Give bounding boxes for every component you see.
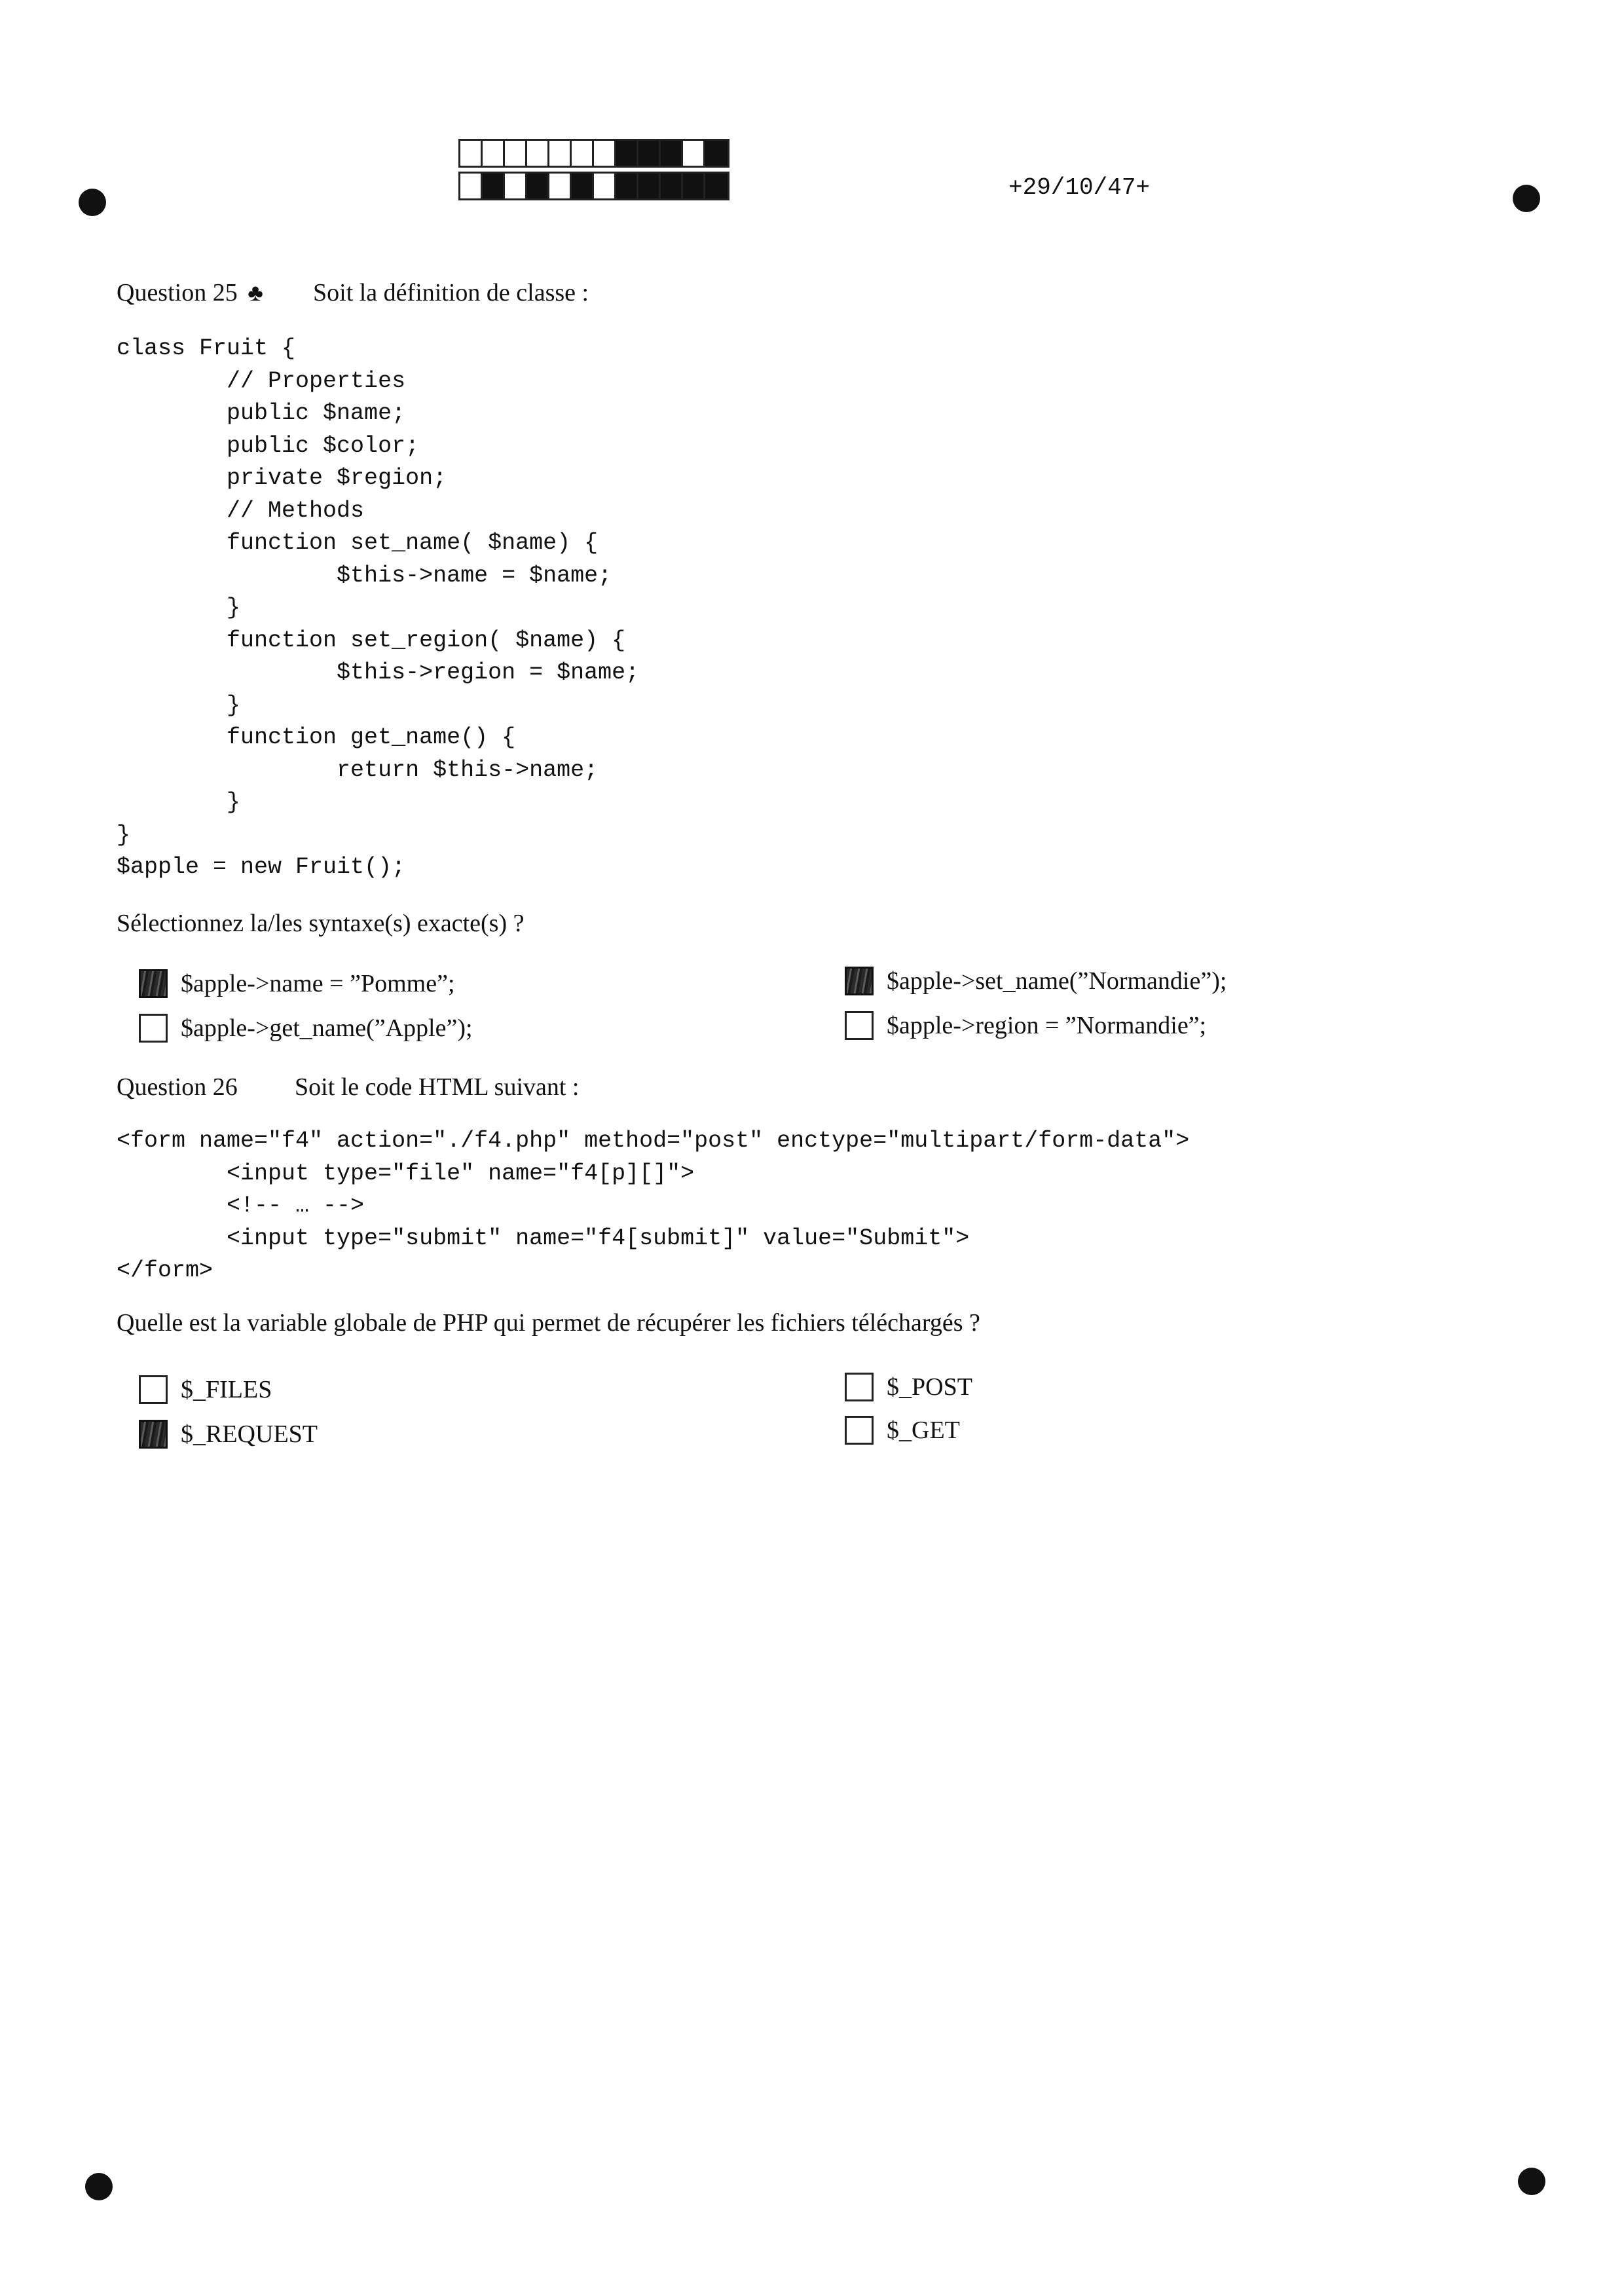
checkbox[interactable] bbox=[845, 1416, 874, 1445]
barcode-cell bbox=[460, 141, 483, 166]
answer-option[interactable] bbox=[845, 1011, 1206, 1040]
barcode-cell bbox=[683, 141, 705, 166]
checkbox[interactable] bbox=[139, 1420, 168, 1449]
question-number: Question 26 bbox=[117, 1073, 238, 1101]
answer-option[interactable] bbox=[845, 1373, 972, 1401]
barcode-cell bbox=[505, 141, 527, 166]
answer-option[interactable] bbox=[845, 967, 1227, 995]
option-label: $_FILES bbox=[181, 1376, 272, 1403]
registration-dot-bottom-left bbox=[85, 2173, 113, 2200]
barcode-row-1 bbox=[458, 139, 729, 168]
registration-dot-top-right bbox=[1513, 185, 1540, 212]
question-prompt: Sélectionnez la/les syntaxe(s) exacte(s) ? bbox=[117, 910, 525, 937]
barcode-cell bbox=[616, 174, 638, 198]
barcode-cell bbox=[616, 141, 638, 166]
registration-dot-bottom-right bbox=[1518, 2168, 1545, 2195]
barcode-cell bbox=[527, 141, 549, 166]
question-26-header bbox=[117, 1073, 580, 1102]
option-label: $apple->set_name(”Normandie”); bbox=[887, 967, 1227, 995]
question-intro: Soit le code HTML suivant : bbox=[295, 1073, 580, 1101]
barcode-cell bbox=[705, 174, 728, 198]
barcode-cell bbox=[549, 174, 572, 198]
barcode-cell bbox=[661, 141, 683, 166]
barcode-cell bbox=[572, 141, 594, 166]
answer-option[interactable] bbox=[139, 1420, 318, 1449]
barcode-cell bbox=[638, 174, 661, 198]
answer-option[interactable] bbox=[139, 969, 455, 998]
barcode-cell bbox=[460, 174, 483, 198]
option-label: $_REQUEST bbox=[181, 1420, 318, 1448]
php-class-code: class Fruit { // Properties public $name; public $color; private $region; // Methods function set_name( $name) { $this->name = $name; } function set_region( $name) { $this->region = $name; } function get_name() { return $this->name; } } $apple = new Fruit(); bbox=[117, 335, 640, 880]
checkbox[interactable] bbox=[139, 1014, 168, 1043]
club-icon: ♣ bbox=[248, 280, 263, 306]
barcode-cell bbox=[661, 174, 683, 198]
barcode-cell bbox=[505, 174, 527, 198]
barcode-cell bbox=[638, 141, 661, 166]
question-intro: Soit la définition de classe : bbox=[313, 279, 589, 306]
barcode-cell bbox=[705, 141, 728, 166]
barcode-cell bbox=[549, 141, 572, 166]
barcode-row-2 bbox=[458, 172, 729, 200]
barcode-cell bbox=[594, 141, 616, 166]
option-label: $apple->name = ”Pomme”; bbox=[181, 970, 455, 997]
barcode-cell bbox=[683, 174, 705, 198]
option-label: $_POST bbox=[887, 1373, 972, 1401]
checkbox[interactable] bbox=[139, 969, 168, 998]
barcode-cell bbox=[527, 174, 549, 198]
checkbox[interactable] bbox=[845, 1011, 874, 1040]
page-id: +29/10/47+ bbox=[1008, 174, 1151, 201]
barcode-cell bbox=[483, 174, 505, 198]
checkbox[interactable] bbox=[139, 1375, 168, 1404]
checkbox[interactable] bbox=[845, 1373, 874, 1401]
option-label: $apple->get_name(”Apple”); bbox=[181, 1014, 473, 1042]
question-prompt: Quelle est la variable globale de PHP qui permet de récupérer les fichiers téléchargés ? bbox=[117, 1309, 980, 1337]
checkbox[interactable] bbox=[845, 967, 874, 995]
option-label: $_GET bbox=[887, 1416, 960, 1444]
html-form-code: <form name="f4" action="./f4.php" method="post" enctype="multipart/form-data"> <input type="file" name="f4[p][]"> <!-- … --> <input type="submit" name="f4[submit]" value="Submit"> </form> bbox=[117, 1128, 1190, 1284]
barcode-cell bbox=[483, 141, 505, 166]
barcode-cell bbox=[572, 174, 594, 198]
answer-option[interactable] bbox=[139, 1375, 272, 1404]
question-number: Question 25 bbox=[117, 279, 238, 306]
barcode-cell bbox=[594, 174, 616, 198]
answer-option[interactable] bbox=[845, 1416, 960, 1445]
question-25-header bbox=[117, 278, 589, 307]
registration-dot-top-left bbox=[79, 189, 106, 216]
answer-option[interactable] bbox=[139, 1014, 473, 1043]
option-label: $apple->region = ”Normandie”; bbox=[887, 1012, 1207, 1039]
